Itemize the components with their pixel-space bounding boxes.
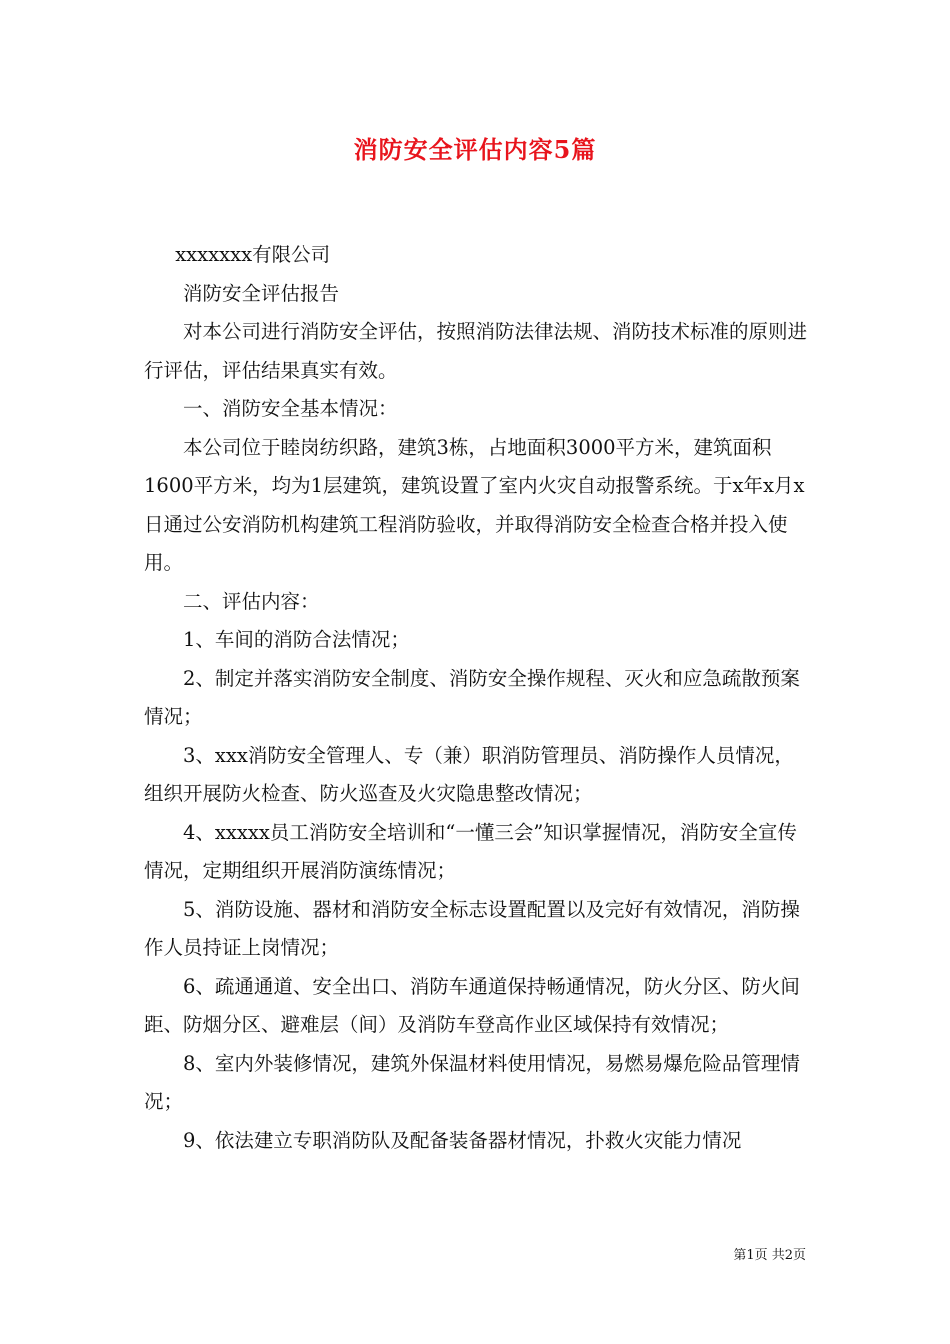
list-item: 4、xxxxx员工消防安全培训和“一懂三会”知识掌握情况，消防安全宣传情况，定期组织开展消防演练情况；	[144, 820, 797, 882]
list-item: 6、疏通通道、安全出口、消防车通道保持畅通情况，防火分区、防火间距、防烟分区、避难层（间）及消防车登高作业区域保持有效情况；	[144, 974, 800, 1036]
list-item: 2、制定并落实消防安全制度、消防安全操作规程、灭火和应急疏散预案情况；	[144, 666, 800, 728]
section-heading-content: 二、评估内容：	[183, 589, 320, 613]
list-item: 9、依法建立专职消防队及配备装备器材情况，扑救火灾能力情况	[183, 1128, 742, 1152]
section-heading-basic: 一、消防安全基本情况：	[183, 397, 398, 420]
company-name: xxxxxxx有限公司	[175, 243, 331, 266]
list-item: 1、车间的消防合法情况；	[183, 628, 410, 651]
document-title: 消防安全评估内容5篇	[353, 135, 597, 164]
document-body	[144, 236, 808, 1160]
list-item: 3、xxx消防安全管理人、专（兼）职消防管理员、消防操作人员情况，组织开展防火检查、防火巡查及火灾隐患整改情况；	[144, 743, 794, 805]
list-item: 5、消防设施、器材和消防安全标志设置配置以及完好有效情况，消防操作人员持证上岗情况；	[144, 897, 800, 959]
list-item: 8、室内外装修情况，建筑外保温材料使用情况，易燃易爆危险品管理情况；	[144, 1051, 800, 1113]
page-number: 第1页 共2页	[733, 1248, 806, 1263]
basic-info-paragraph: 本公司位于睦岗纺织路，建筑3栋，占地面积3000平方米，建筑面积1600平方米，均为1层建筑，建筑设置了室内火灾自动报警系统。于x年x月x日通过公安消防机构建筑工程消防验收，并取得消防安全检查合格并投入使用。	[144, 435, 805, 574]
report-heading: 消防安全评估报告	[183, 281, 340, 305]
intro-paragraph: 对本公司进行消防安全评估，按照消防法律法规、消防技术标准的原则进行评估，评估结果真实有效。	[144, 320, 808, 382]
